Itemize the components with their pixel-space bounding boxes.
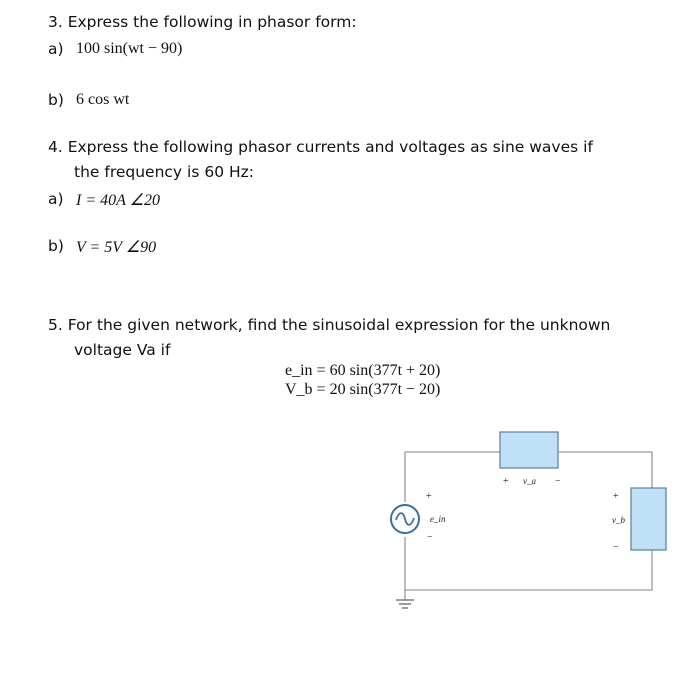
q4-b-label: b): [48, 237, 64, 255]
q5-equation-vb: V_b = 20 sin(377t − 20): [285, 381, 441, 398]
q4-b-expression: V = 5V ∠90: [76, 239, 157, 256]
va-label: v_a: [523, 476, 536, 486]
q5-heading-line1: 5. For the given network, find the sinusoidal expression for the unknown: [48, 316, 611, 334]
va-component-box: [500, 432, 558, 468]
va-minus-sign: −: [555, 476, 561, 487]
q3-a-expression: 100 sin(wt − 90): [76, 40, 183, 57]
q3-b-expression: 6 cos wt: [76, 91, 130, 108]
q4-a-expression: I = 40A ∠20: [76, 192, 160, 209]
q4-heading-line2: the frequency is 60 Hz:: [74, 163, 255, 181]
q3-b-label: b): [48, 91, 64, 109]
q4-a-label: a): [48, 190, 64, 208]
q5-heading-line2: voltage Va if: [74, 341, 171, 359]
source-plus-sign: +: [426, 491, 432, 502]
circuit-wires: [405, 452, 652, 600]
vb-label: v_b: [612, 515, 625, 525]
q3-a-label: a): [48, 40, 64, 58]
ground-icon: [396, 600, 414, 608]
q5-equation-ein: e_in = 60 sin(377t + 20): [285, 362, 441, 379]
source-label: e_in: [430, 514, 446, 524]
vb-minus-sign: −: [613, 542, 619, 553]
va-plus-sign: +: [503, 476, 509, 487]
source-minus-sign: −: [427, 532, 433, 543]
q4-heading-line1: 4. Express the following phasor currents and voltages as sine waves if: [48, 138, 593, 156]
q3-heading: 3. Express the following in phasor form:: [48, 13, 357, 31]
vb-plus-sign: +: [613, 491, 619, 502]
vb-component-box: [631, 488, 666, 550]
